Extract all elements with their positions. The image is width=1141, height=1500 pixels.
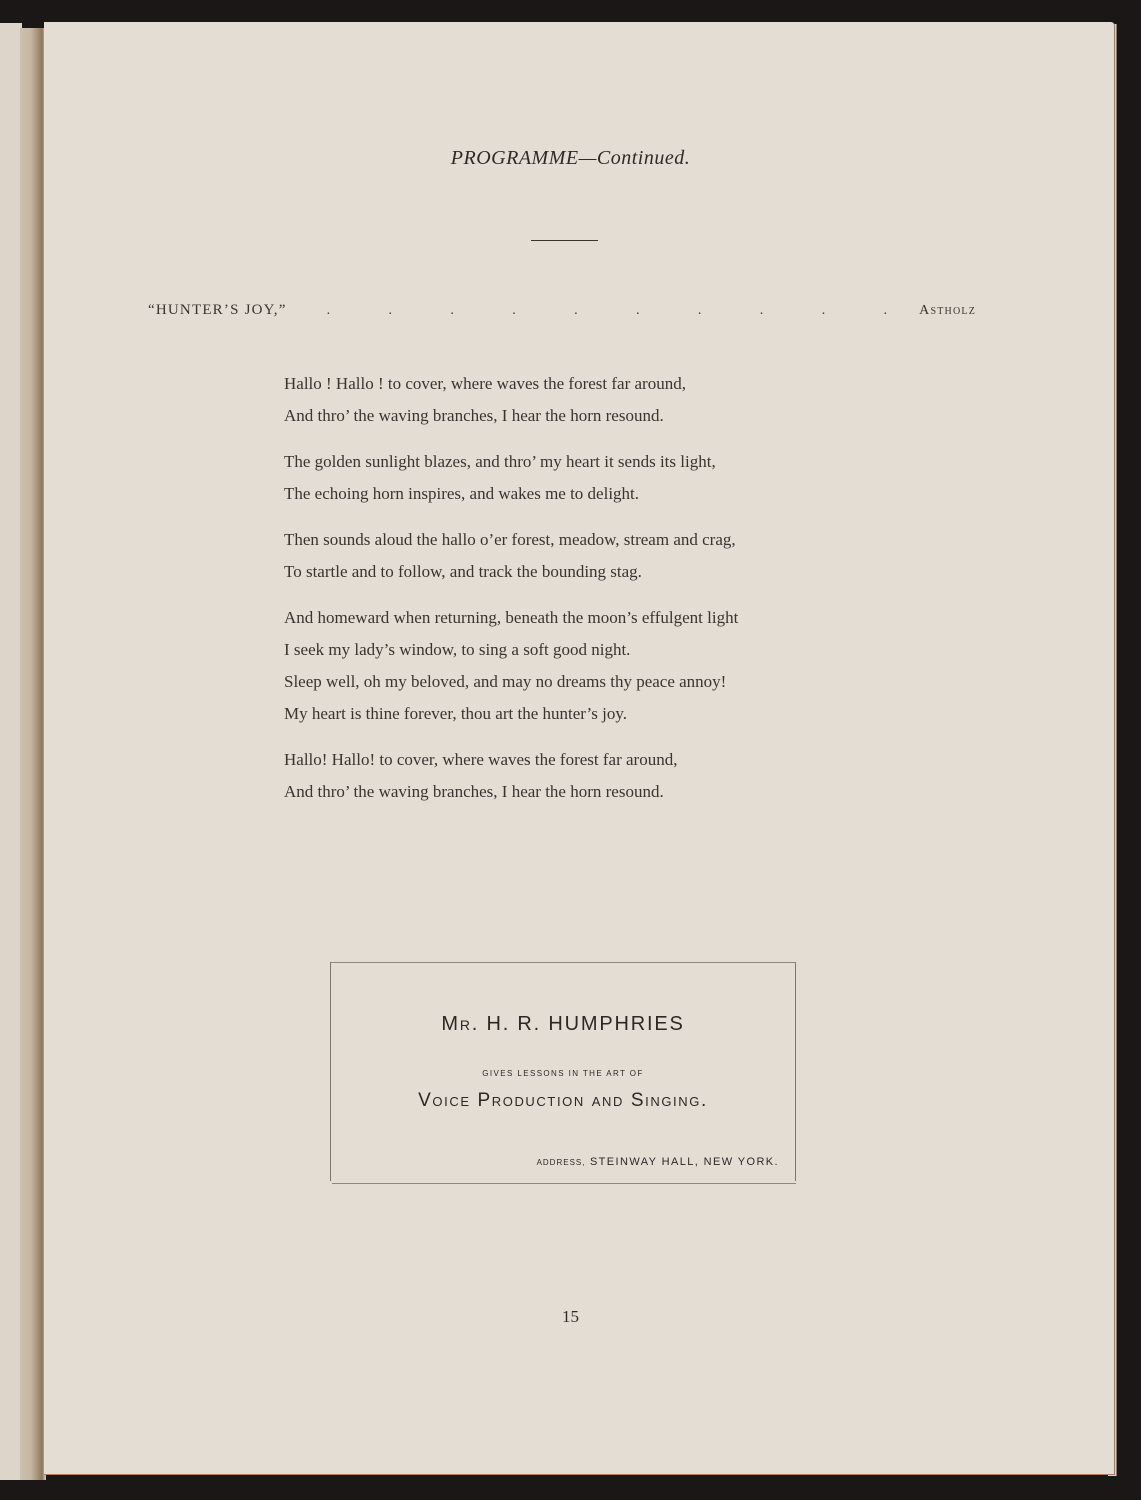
lyric-line: My heart is thine forever, thou art the hunter’s joy. xyxy=(284,704,628,723)
lyric-line: Then sounds aloud the hallo o’er forest, meadow, stream and crag, xyxy=(284,530,736,549)
lyric-line: And thro’ the waving branches, I hear the horn resound. xyxy=(284,782,664,801)
lyric-line: The golden sunlight blazes, and thro’ my heart it sends its light, xyxy=(284,452,716,471)
lyric-line: The echoing horn inspires, and wakes me to delight. xyxy=(284,484,640,503)
lyrics-stanza xyxy=(284,602,884,730)
previous-page-edge xyxy=(0,23,22,1480)
lyric-line: To startle and to follow, and track the bounding stag. xyxy=(284,562,642,581)
lyric-line: Hallo! Hallo! to cover, where waves the forest far around, xyxy=(284,750,678,769)
lyrics-stanza xyxy=(284,524,884,588)
advertisement-address xyxy=(537,1156,779,1168)
advertisement-card xyxy=(330,962,796,1181)
heading-divider xyxy=(531,240,598,241)
programme-entry xyxy=(148,302,976,326)
lyrics-stanza xyxy=(284,744,884,808)
page-number: 15 xyxy=(562,1307,579,1326)
lyric-line: And thro’ the waving branches, I hear the horn resound. xyxy=(284,406,664,425)
composer-name: Astholz xyxy=(919,303,976,318)
advertiser-name: Mr. H. R. HUMPHRIES xyxy=(441,1013,685,1035)
address-value: STEINWAY HALL, NEW YORK. xyxy=(589,1156,779,1168)
song-title: “HUNTER’S JOY,” xyxy=(148,302,287,318)
advertisement-subtitle: GIVES LESSONS IN THE ART OF xyxy=(482,1069,644,1078)
lyric-line: And homeward when returning, beneath the moon’s effulgent light xyxy=(284,608,739,627)
lyrics-stanza xyxy=(284,368,884,432)
book-gutter xyxy=(20,28,46,1480)
leader-dots: . . . . . . . . . . xyxy=(326,303,888,318)
page-heading: PROGRAMME—Continued. xyxy=(450,147,691,169)
advertisement-service: Voice Production and Singing. xyxy=(418,1090,708,1111)
lyrics-stanza xyxy=(284,446,884,510)
lyric-line: Hallo ! Hallo ! to cover, where waves the forest far around, xyxy=(284,374,686,393)
address-label: ADDRESS, xyxy=(536,1158,586,1167)
advertisement-card-bottom-border xyxy=(332,1183,796,1184)
lyric-line: I seek my lady’s window, to sing a soft good night. xyxy=(284,640,631,659)
song-lyrics xyxy=(284,368,884,822)
lyric-line: Sleep well, oh my beloved, and may no dreams thy peace annoy! xyxy=(284,672,727,691)
